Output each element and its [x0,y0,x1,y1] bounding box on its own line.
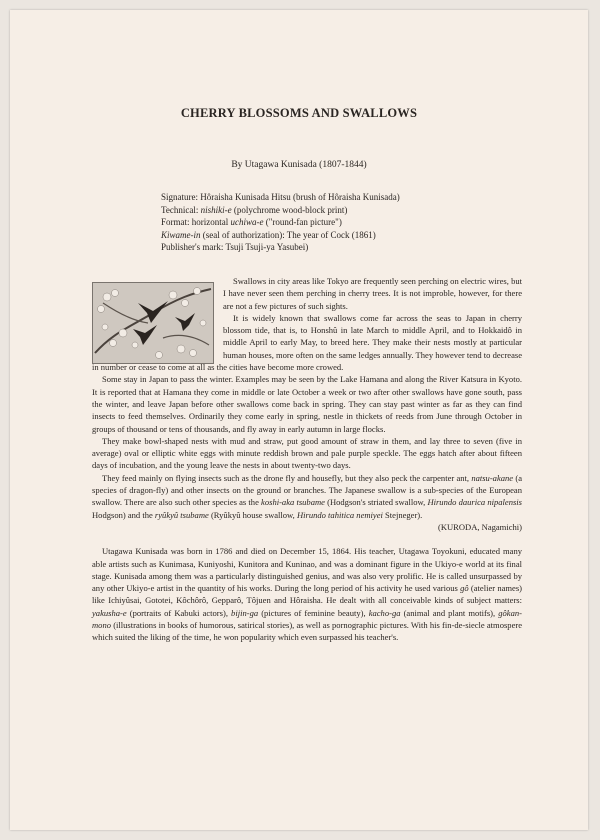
document-title: CHERRY BLOSSOMS AND SWALLOWS [180,106,418,120]
artist-biography: Utagawa Kunisada was born in 1786 and died on December 15, 1864. His teacher, Utagawa Toyokuni, educated many able artists such as Kunimasa, Kuniyoshi, Kunitora and Kuninao, and was a dominant figure in the Ukiyo-e world at its final stage. Kunisada among them was a particularly distinguished genius, and was also very prolific. He is called unsurpassed by any other Ukiyo-e artist in the quantity of his works. During the long period of his activity he used various gô (atelier names) like Ichiyûsai, Gototei, Kôchôrô, Gepparô, Tôjuen and Hôraisha. He dealt with all conceivable kinds of subject matters: yakusha-e (portraits of Kabuki actors), bijin-ga (pictures of feminine beauty), kacho-ga (animal and plant motifs), gôkan-mono (illustrations in books of humorous, satirical stories), as well as pornographic pictures. With his fin-de-siecle atmospere which suited the liking of the time, he won popularity which even surpassed his teacher's. [92,546,523,643]
meta-technical: Technical: nishiki-e (polychrome wood-block print) [161,204,348,215]
meta-format: Format: horizontal uchiwa-e ("round-fan picture") [161,217,342,228]
paragraph-1: Swallows in city areas like Tokyo are frequently seen perching on electric wires, but I have never seen them perching in cherry trees. It is not improble, however, for there are not a few pictures of such sights. [223,276,522,311]
paragraph-4: They make bowl-shaped nests with mud and straw, put good amount of straw in them, and lay three to seven (five in average) oval or elliptic white eggs with minute reddish brown and pale purple speckle. The eggs hatch after about fifteen days of incubation, and the young leave the nests in about twenty-two days. [92,435,522,471]
paragraph-2: It is widely known that swallows come far across the seas to Japan in cherry blossom tide, that is, to Honshû in late March to middle April, and to Hokkaidô in middle April to early May, to breed here. They make their nests mostly at particular human houses, more often on the same ledges annually. They however tend to decrease in number or cease to come at all as the cities have become more crowed. [92,312,522,373]
meta-seal: Kiwame-in (seal of authorization): The year of Cock (1861) [161,229,376,240]
meta-signature: Signature: Hôraisha Kunisada Hitsu (brush of Hôraisha Kunisada) [161,192,400,202]
author-signature: (KURODA, Nagamichi) [437,521,522,532]
paragraph-5: They feed mainly on flying insects such as the drone fly and housefly, but they also peck the carpenter ant, natsu-akane (a species of dragon-fly) and other insects on the ground or branches. The Japanese swallow is a sub-species of the European swallow. There are also such other species as the koshi-aka tsubame (Hodgson's striated swallow, Hirundo daurica nipalensis Hodgson) and the ryûkyû tsubame (Ryûkyû house swallow, Hirundo tahitica nemiyei Stejneger). [92,472,522,520]
paragraph-3: Some stay in Japan to pass the winter. Examples may be seen by the Lake Hamana and along the River Katsura in Kyoto. It is reported that at Hamana they come in middle or late October a week or two after other swallows have gone south, pass the winter, and leave Japan before other swallows come back in spring. They can stay past winter as far as they can find insects to feed themselves. Ordinarily they come early in spring, nestle in thickets of reeds from June through October in groups of thousand or tens of thousands, and fly away in early autumn in large flocks. [92,374,522,434]
meta-publisher: Publisher's mark: Tsuji Tsuji-ya Yasubei) [161,242,309,253]
metadata-block [161,191,491,254]
document-page [10,10,588,830]
author-line: By Utagawa Kunisada (1807-1844) [231,160,367,170]
article-body [92,275,522,644]
